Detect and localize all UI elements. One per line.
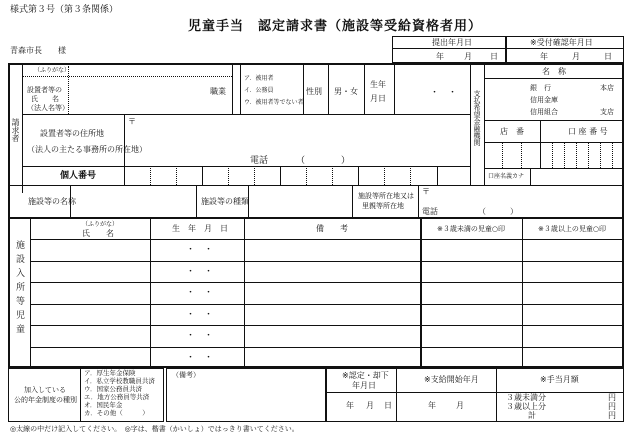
form-number: 様式第３号（第３条関係） — [10, 5, 119, 15]
child-name-input[interactable] — [31, 283, 149, 303]
job-option-employee[interactable]: ア．被用者 — [244, 75, 274, 82]
submit-day: 日 — [490, 52, 498, 61]
job-label: 職業 — [210, 87, 226, 96]
sex-label: 性別 — [306, 87, 322, 96]
form-title: 児童手当 認定請求書（施設等受給資格者用） — [188, 19, 483, 34]
pension-option-shiritsu[interactable]: イ．私立学校教職員共済 — [84, 377, 155, 385]
birth-label-2: 月日 — [370, 94, 386, 103]
child-remarks-input[interactable] — [245, 305, 419, 325]
approve-day: 日 — [384, 401, 392, 410]
child-birth-header: 生 年 月 日 — [172, 224, 228, 233]
child-under3-mark[interactable] — [422, 240, 521, 260]
child-birth-input[interactable]: ・ ・ — [186, 245, 214, 255]
monthly-label: ※手当月額 — [540, 375, 579, 384]
birth-label-1: 生年 — [370, 80, 386, 89]
receipt-day: 日 — [604, 52, 612, 61]
facility-phone-label: 電話 — [422, 207, 438, 216]
facility-location-label-2: 里親等所在地 — [362, 202, 404, 210]
under3-amount-label: ３歳未満分 — [506, 393, 546, 402]
over3-yen: 円 — [608, 402, 616, 411]
under3-yen: 円 — [608, 393, 616, 402]
start-year: 年 — [428, 401, 436, 410]
approve-label-1: ※認定・却下 — [342, 371, 389, 380]
child-birth-input[interactable]: ・ ・ — [186, 266, 214, 277]
sex-value[interactable]: 男・女 — [334, 87, 358, 96]
child-over3-mark[interactable] — [523, 262, 623, 282]
footer-note: ◎太線の中だけ記入してください。 ◎字は、楷書（かいしょ）ではっきり書いてください。 — [10, 425, 299, 433]
facility-location-label-1: 施設等所在地又は — [358, 192, 414, 200]
receipt-month: 月 — [572, 52, 580, 61]
facility-type-input[interactable] — [249, 186, 351, 216]
child-remarks-input[interactable] — [245, 240, 419, 260]
child-remarks-input[interactable] — [245, 348, 419, 368]
pension-option-kokumin[interactable]: オ．国民年金 — [84, 401, 123, 409]
bank-name-header: 名 称 — [542, 67, 566, 76]
pension-label-1: 加入している — [24, 386, 66, 394]
child-under3-mark[interactable] — [422, 326, 521, 346]
bank-side-label: 支払希望金融機関 — [473, 90, 481, 146]
child-name-input[interactable] — [31, 305, 149, 325]
child-birth-input[interactable]: ・ ・ — [186, 288, 214, 298]
claimant-name-label-1: 設置者等の — [27, 86, 62, 94]
child-birth-input[interactable]: ・ ・ — [186, 309, 214, 320]
child-over3-mark[interactable] — [523, 240, 623, 260]
child-under3-mark[interactable] — [422, 262, 521, 282]
facility-name-input[interactable] — [71, 186, 195, 216]
pension-option-chiho[interactable]: エ．地方公務員等共済 — [84, 393, 150, 401]
claimant-birth-input[interactable]: ・ ・ — [430, 88, 458, 98]
under3-header: ※３歳未満の児童○印 — [437, 225, 505, 233]
address-label-2: （法人の主たる事務所の所在地） — [27, 145, 147, 154]
child-under3-mark[interactable] — [422, 305, 521, 325]
submit-year: 年 — [436, 52, 444, 61]
claimant-furigana-label: （ふりがな） — [34, 67, 71, 74]
branch-code-label: 店 番 — [500, 127, 524, 136]
child-over3-mark[interactable] — [523, 305, 623, 325]
total-yen: 円 — [608, 411, 616, 420]
addressee: 青森市長 様 — [10, 46, 66, 55]
child-remarks-input[interactable] — [245, 283, 419, 303]
job-option-other[interactable]: ウ．被用者等でない者 — [244, 99, 304, 106]
bank-honten[interactable]: 本店 — [600, 84, 614, 92]
account-number-label: 口 座 番 号 — [568, 127, 608, 136]
child-under3-mark[interactable] — [422, 283, 521, 303]
child-name-input[interactable] — [31, 326, 149, 346]
claimant-address-input[interactable] — [136, 118, 466, 154]
child-under3-mark[interactable] — [422, 348, 521, 368]
submit-month: 月 — [464, 52, 472, 61]
bank-shiten[interactable]: 支店 — [600, 108, 614, 116]
child-remarks-input[interactable] — [245, 326, 419, 346]
claimant-section-label: 請求者 — [11, 118, 20, 142]
claimant-name-label-2: 氏 名 — [31, 95, 59, 103]
start-month: 月 — [456, 401, 464, 410]
child-remarks-input[interactable] — [245, 262, 419, 282]
individual-number-input[interactable] — [125, 167, 437, 184]
submit-date-label: 提出年月日 — [432, 38, 472, 47]
pension-label-2: 公的年金制度の種別 — [14, 396, 77, 404]
postal-mark: 〒 — [128, 117, 136, 126]
child-remarks-header: 備 考 — [316, 224, 348, 233]
children-section-label: 施設入所等児童 — [14, 240, 24, 338]
pension-option-kokka[interactable]: ウ．国家公務員共済 — [84, 385, 142, 393]
over3-amount-label: ３歳以上分 — [506, 402, 546, 411]
bank-type-kumiai[interactable]: 信用組合 — [530, 108, 558, 116]
child-name-input[interactable] — [31, 348, 149, 368]
facility-type-label: 施設等の種類 — [201, 197, 249, 206]
phone-label: 電話 — [250, 156, 269, 166]
approve-month: 月 — [366, 401, 374, 410]
child-name-input[interactable] — [31, 240, 149, 260]
approve-label-2: 年月日 — [352, 381, 376, 390]
claimant-name-label-3: （法人名等） — [27, 104, 69, 112]
address-label-1: 設置者等の住所地 — [40, 129, 104, 138]
facility-name-label: 施設等の名称 — [28, 197, 76, 206]
approve-year: 年 — [346, 401, 354, 410]
remarks-label: （備考） — [172, 371, 200, 379]
account-number-input[interactable] — [485, 143, 623, 167]
pension-option-kosei[interactable]: ア．厚生年金保険 — [84, 369, 136, 377]
account-kana-input[interactable] — [531, 169, 623, 184]
total-label: 計 — [528, 411, 536, 420]
child-over3-mark[interactable] — [523, 326, 623, 346]
receipt-date-label: ※受付確認年月日 — [530, 38, 593, 47]
child-name-input[interactable] — [31, 262, 149, 282]
start-label: ※支給開始年月 — [424, 375, 479, 384]
receipt-year: 年 — [540, 52, 548, 61]
child-birth-input[interactable]: ・ ・ — [186, 352, 214, 363]
child-birth-input[interactable]: ・ ・ — [186, 331, 214, 341]
facility-postal-mark: 〒 — [422, 187, 430, 196]
account-kana-label: 口座名義カナ — [488, 173, 525, 180]
bank-type-shinkin[interactable]: 信用金庫 — [530, 96, 558, 104]
claimant-name-input[interactable] — [70, 78, 230, 112]
over3-header: ※３歳以上の児童○印 — [538, 225, 606, 233]
pension-option-other[interactable]: カ．その他（ ） — [84, 409, 149, 417]
child-over3-mark[interactable] — [523, 348, 623, 368]
facility-phone-input[interactable]: （ ） — [478, 207, 518, 216]
child-name-header: 氏 名 — [82, 229, 114, 238]
individual-number-label: 個人番号 — [60, 171, 97, 181]
phone-input[interactable]: （ ） — [296, 156, 351, 166]
bank-type-bank[interactable]: 銀 行 — [530, 84, 551, 92]
job-option-civil-servant[interactable]: イ．公務員 — [244, 87, 274, 94]
child-over3-mark[interactable] — [523, 283, 623, 303]
child-furigana-label: （ふりがな） — [82, 221, 119, 228]
